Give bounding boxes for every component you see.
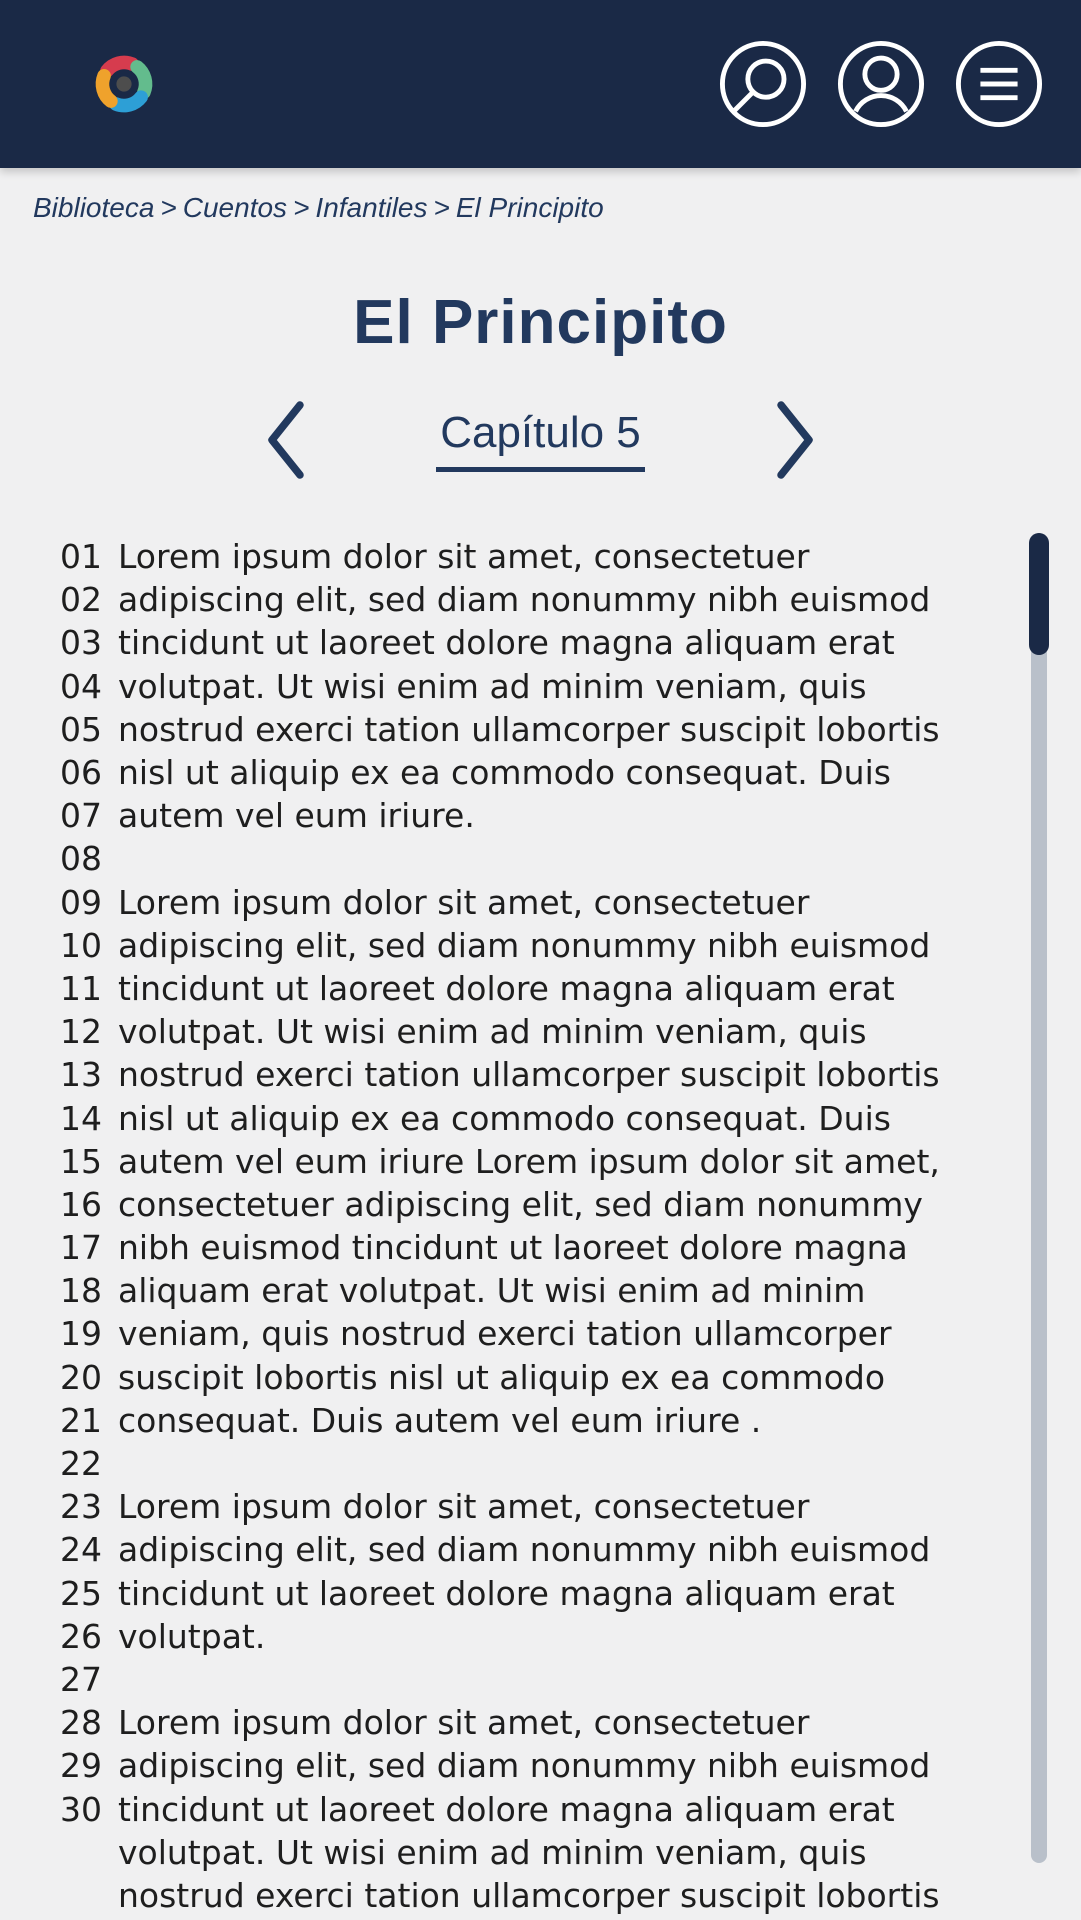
breadcrumb-separator: >	[293, 192, 310, 223]
line-text: autem vel eum iriure.	[118, 796, 475, 836]
app-logo[interactable]	[84, 44, 164, 124]
text-lines	[0, 535, 1081, 1917]
line-number: 24	[60, 1530, 102, 1570]
line-text: adipiscing elit, sed diam nonummy nibh euismod	[118, 1746, 931, 1786]
text-line	[0, 1831, 1081, 1874]
pinwheel-logo-icon	[84, 112, 164, 127]
line-number: 29	[60, 1746, 102, 1786]
text-line	[0, 837, 1081, 880]
chapter-text-area	[0, 535, 1081, 1917]
breadcrumb-item-infantiles[interactable]: Infantiles	[315, 192, 428, 223]
line-text: suscipit lobortis nisl ut aliquip ex ea commodo	[118, 1357, 886, 1397]
text-line	[0, 924, 1081, 967]
menu-button[interactable]	[955, 40, 1043, 128]
prev-chapter-button[interactable]	[264, 400, 308, 480]
breadcrumb-item-cuentos[interactable]: Cuentos	[182, 192, 288, 223]
text-line	[0, 665, 1081, 708]
line-number: 15	[60, 1141, 102, 1181]
text-line	[0, 1399, 1081, 1442]
text-line	[0, 967, 1081, 1010]
line-text: nostrud exerci tation ullamcorper suscipit lobortis	[118, 1875, 940, 1915]
text-line	[0, 1140, 1081, 1183]
hamburger-menu-icon	[955, 40, 1043, 128]
text-line	[0, 1226, 1081, 1269]
text-line	[0, 1183, 1081, 1226]
line-text: volutpat. Ut wisi enim ad minim veniam, quis	[118, 1832, 867, 1872]
line-text: nisl ut aliquip ex ea commodo consequat. Duis	[118, 1098, 891, 1138]
line-text: tincidunt ut laoreet dolore magna aliquam erat	[118, 623, 895, 663]
text-line	[0, 1312, 1081, 1355]
line-number: 02	[60, 580, 102, 620]
text-line	[0, 1485, 1081, 1528]
line-text: nisl ut aliquip ex ea commodo consequat. Duis	[118, 753, 891, 793]
text-line	[0, 1572, 1081, 1615]
text-line	[0, 1096, 1081, 1139]
text-line	[0, 535, 1081, 578]
text-line	[0, 1744, 1081, 1787]
search-icon	[719, 40, 807, 128]
line-number: 25	[60, 1573, 102, 1613]
breadcrumb	[0, 168, 1081, 225]
text-line	[0, 1442, 1081, 1485]
line-number: 20	[60, 1357, 102, 1397]
line-text: consequat. Duis autem vel eum iriure .	[118, 1400, 762, 1440]
text-line	[0, 1701, 1081, 1744]
line-number: 11	[60, 968, 102, 1008]
line-text: aliquam erat volutpat. Ut wisi enim ad minim	[118, 1271, 866, 1311]
line-number: 04	[60, 666, 102, 706]
app-header	[0, 0, 1081, 168]
line-number: 05	[60, 709, 102, 749]
line-number: 14	[60, 1098, 102, 1138]
chapter-nav	[0, 399, 1081, 481]
line-text: Lorem ipsum dolor sit amet, consectetuer	[118, 882, 810, 922]
line-number: 28	[60, 1703, 102, 1743]
line-number: 13	[60, 1055, 102, 1095]
line-number: 26	[60, 1616, 102, 1656]
line-number: 22	[60, 1444, 102, 1484]
line-number: 12	[60, 1012, 102, 1052]
scrollbar-thumb[interactable]	[1029, 533, 1049, 655]
line-text: tincidunt ut laoreet dolore magna aliquam erat	[118, 1573, 895, 1613]
text-line	[0, 1658, 1081, 1701]
line-text: Lorem ipsum dolor sit amet, consectetuer	[118, 1487, 810, 1527]
text-line	[0, 794, 1081, 837]
text-line	[0, 578, 1081, 621]
text-line	[0, 708, 1081, 751]
line-text: Lorem ipsum dolor sit amet, consectetuer	[118, 1703, 810, 1743]
line-number: 19	[60, 1314, 102, 1354]
line-text: adipiscing elit, sed diam nonummy nibh euismod	[118, 925, 931, 965]
line-number: 30	[60, 1789, 102, 1829]
line-number: 01	[60, 537, 102, 577]
text-line	[0, 1356, 1081, 1399]
line-text: nostrud exerci tation ullamcorper suscipit lobortis	[118, 1055, 940, 1095]
line-number: 07	[60, 796, 102, 836]
line-number: 06	[60, 753, 102, 793]
search-button[interactable]	[719, 40, 807, 128]
line-number: 08	[60, 839, 102, 879]
book-title: El Principito	[353, 288, 728, 357]
line-number: 27	[60, 1659, 102, 1699]
text-line	[0, 1615, 1081, 1658]
scrollbar-track[interactable]	[1031, 533, 1047, 1863]
line-number: 16	[60, 1184, 102, 1224]
profile-button[interactable]	[837, 40, 925, 128]
text-line	[0, 881, 1081, 924]
line-text: Lorem ipsum dolor sit amet, consectetuer	[118, 537, 810, 577]
next-chapter-button[interactable]	[773, 400, 817, 480]
line-number: 18	[60, 1271, 102, 1311]
line-text: nibh euismod tincidunt ut laoreet dolore magna	[118, 1228, 908, 1268]
breadcrumb-separator: >	[160, 192, 177, 223]
text-line	[0, 1010, 1081, 1053]
line-text: veniam, quis nostrud exerci tation ullamcorper	[118, 1314, 892, 1354]
line-text: volutpat. Ut wisi enim ad minim veniam, quis	[118, 1012, 867, 1052]
chapter-selector[interactable]: Capítulo 5	[436, 409, 645, 472]
breadcrumb-item-biblioteca[interactable]: Biblioteca	[33, 192, 155, 223]
line-number: 10	[60, 925, 102, 965]
line-text: nostrud exerci tation ullamcorper suscipit lobortis	[118, 709, 940, 749]
chevron-right-icon	[773, 400, 817, 480]
line-text: adipiscing elit, sed diam nonummy nibh euismod	[118, 1530, 931, 1570]
line-text: volutpat.	[118, 1616, 266, 1656]
line-number: 23	[60, 1487, 102, 1527]
text-line	[0, 1269, 1081, 1312]
text-line	[0, 1053, 1081, 1096]
line-number: 03	[60, 623, 102, 663]
breadcrumb-item-el-principito[interactable]: El Principito	[455, 192, 604, 223]
user-icon	[837, 40, 925, 128]
line-text: volutpat. Ut wisi enim ad minim veniam, quis	[118, 666, 867, 706]
text-line	[0, 1787, 1081, 1830]
line-number: 21	[60, 1400, 102, 1440]
line-text: adipiscing elit, sed diam nonummy nibh euismod	[118, 580, 931, 620]
line-text: tincidunt ut laoreet dolore magna aliquam erat	[118, 968, 895, 1008]
text-line	[0, 621, 1081, 664]
text-line	[0, 751, 1081, 794]
line-number: 17	[60, 1228, 102, 1268]
line-text: autem vel eum iriure Lorem ipsum dolor sit amet,	[118, 1141, 940, 1181]
header-icons	[719, 40, 1043, 128]
breadcrumb-separator: >	[433, 192, 450, 223]
line-number: 09	[60, 882, 102, 922]
text-line	[0, 1528, 1081, 1571]
chevron-left-icon	[264, 400, 308, 480]
text-line	[0, 1874, 1081, 1917]
line-text: consectetuer adipiscing elit, sed diam nonummy	[118, 1184, 923, 1224]
line-text: tincidunt ut laoreet dolore magna aliquam erat	[118, 1789, 895, 1829]
